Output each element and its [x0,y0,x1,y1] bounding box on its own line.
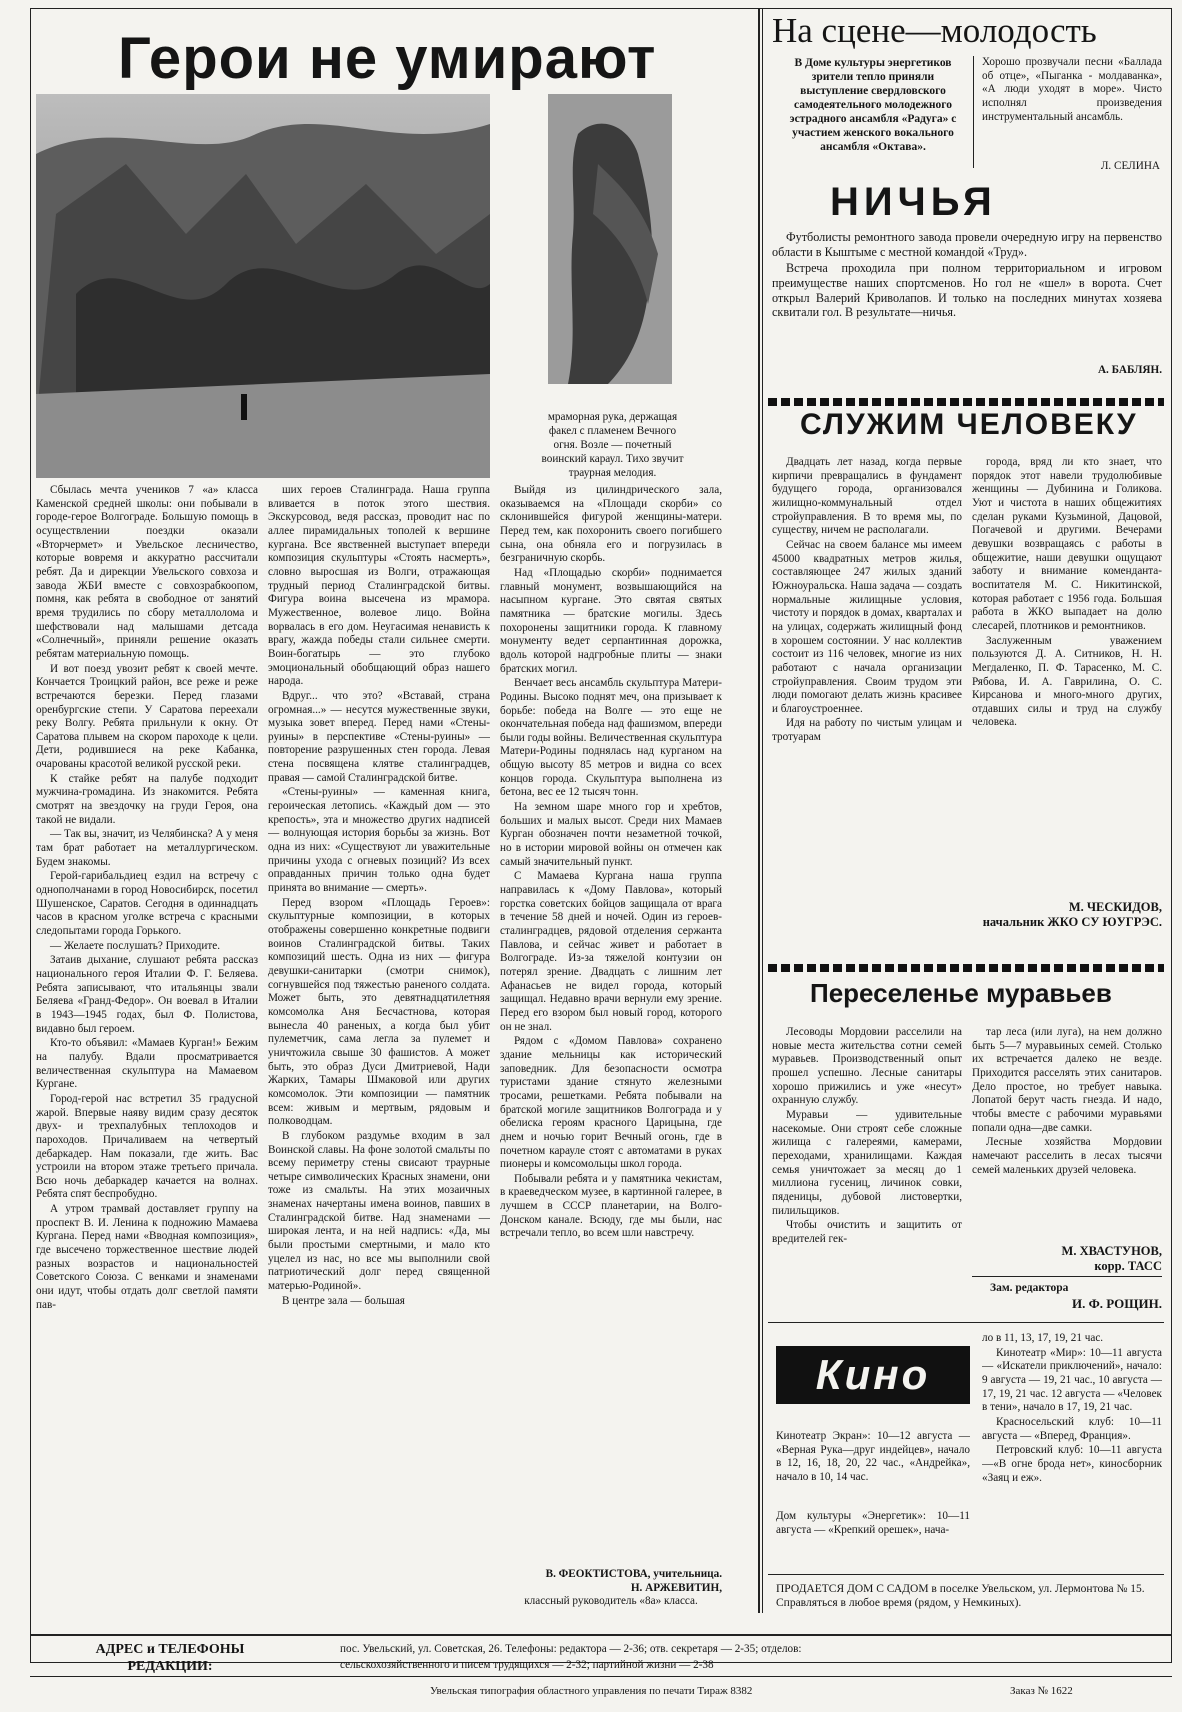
main-article-column-2 [268,484,490,1624]
main-article-column-3 [500,484,722,1564]
paragraph: Чтобы очистить и защитить от вредителей гек- [772,1219,962,1245]
paragraph: Венчает весь ансамбль скульптура Матери-Родины. Высоко поднят меч, она призывает к борьбе: победа на Волге — это еще не окончательная победа над фашизмом, впереди были годы войны. Величественная скульптура Матери-Родины поднялась над курганом на общую высоту 85 метров и видна со всех концов города. Скульптура выполнена из бетона, вес ее 12 тысяч тонн. [500,677,722,799]
column-divider [762,8,763,1613]
draw-signature: А. БАБЛЯН. [1097,364,1162,376]
paragraph: Над «Площадью скорби» поднимается главный монумент, возвышающийся на насыпном кургане. Это святая святых памятника — братские могилы. Здесь похоронены защитники города. К главному монументу ведет серпантинная дорожка, вдоль которой надгробные плиты — знаки братских могил. [500,566,722,675]
footer-divider [30,1634,1172,1636]
footer-order-number: Заказ № 1622 [1010,1685,1073,1697]
sculpture-photo-image [36,94,490,478]
footer-address-line-2: сельскохозяйственного и писем трудящихся — 2-32; партийной жизни — 2-38 [340,1659,714,1671]
cinema-listing-right [982,1332,1162,1572]
house-for-sale-ad: ПРОДАЕТСЯ ДОМ С САДОМ в поселке Увельском, ул. Лермонтова № 15. Справляться в любое время (рядом, у Немкиных). [776,1583,1145,1610]
stage-text-right: Хорошо прозвучали песни «Баллада об отце», «Пыганка - молдаванка», «А люди уходят в море». Чисто исполнял произведения инструментальный ансамбль. [982,56,1162,123]
paragraph: Лесоводы Мордовии расселили на новые места жительства сотни семей муравьев. Производственный опыт прошел успешно. Лесные санитары хорошо прижились и уже «несут» охранную службу. [772,1026,962,1107]
paragraph: Выйдя из цилиндрического зала, оказываемся на «Площади скорби» со склонившейся фигурой женщины-матери. Перед тем, как похоронить своего погибшего сына, она обняла его и погрузилась в безграничную скорбь. [500,484,722,565]
paragraph: На земном шаре много гор и хребтов, больших и малых высот. Среди них Мамаев Курган обозначен почти незаметной точкой, но в истории мировой войны он отмечен как самый значительный пункт. [500,801,722,868]
editor-divider [972,1276,1162,1277]
ants-title: Переселенье муравьев [810,978,1112,1008]
paragraph: Затаив дыхание, слушают ребята рассказ национального героя Италии Ф. Г. Беляева. Ребята записывают, что итальянцы звали Беляева «Гранд-Федор». Он воевал в Италии в 1943—1945 годах, был Ф. Полистова, видавно был героем. [36,954,258,1035]
editor-label: Зам. редактора [990,1282,1069,1294]
paragraph: Муравьи — удивительные насекомые. Они строят себе сложные жилища с галереями, камерами, переходами, хранилищами. Каждая семья уничтожает за месяц до 1 миллиона гусениц, личинок совки, пяденицы, дубовой листовертки, пилильщиков. [772,1108,962,1217]
paragraph: тар леса (или луга), на нем должно быть 5—7 муравьиных семей. Столько их встречается далеко не везде. Приходится расселять этих санитаров. Дело простое, но требует навыка. Лопатой берут часть гнезда. И надо, чтобы вместе с рабочими муравьями попали одна—две самки. [972,1026,1162,1134]
paragraph: города, вряд ли кто знает, что порядок этот навели трудолюбивые женщины — Дубинина и Голикова. Уют и чистота в наших общежитиях сделан руками Кузьминой, Дацовой, Погачевой и другими. Вечерами девушки возвращаясь с работы в общежитие, наши девушки ощущают заботу и внимание коменданта-воспитателя М. С. Никитинской, которая работает с 1956 года. Большая работа в ЖКО выпадает на долю слесарей, плотников и ремонтников. [972,456,1162,632]
listing-petrovsky: Петровский клуб: 10—11 августа—«В огне брода нет», киносборник «Заяц и еж». [982,1444,1162,1484]
stage-signature: Л. СЕЛИНА [1100,160,1160,172]
paragraph: Идя на работу по чистым улицам и тротуарам [772,717,962,744]
paragraph: Сбылась мечта учеников 7 «а» класса Каменской средней школы: они побывали в городе-герое Волгограде. Большую помощь в осуществлении поездки оказали «Вторчермет» и Увельское лесничество, которые вовремя и аккуратно рассчитали ребят. Да и дирекции Увельского совхоза и завода ЖБИ вместе с совхозрабкоопом, помня, как ребята в свободное от занятий время трудились по сбору металлолома и шефствовали над малышами детсада «Солнечный», приняли решение оказать ребятам материальную помощь. [36,484,258,660]
serve-column-right [972,456,1162,866]
stage-text-left: В Доме культуры энергетиков зрители тепло приняли выступление свердловского самодеятельного молодежного эстрадного ансамбля «Радуга» с участием женского вокального ансамбля «Октава». [789,57,957,154]
paragraph: В центре зала — большая [282,1294,405,1307]
ants-column-left [772,1026,962,1346]
footer-divider-bottom [30,1676,1172,1677]
paragraph: «Стены-руины» — каменная книга, героическая летопись. «Каждый дом — это крепость», эта и множество других надписей — волнующая история борьбы за жизнь. Вот одна из них: «Существуют ли уважительные причины ухода с огневых позиций? Из всех оправданных причин только одна будет принята во внимание — смерть». [268,786,490,895]
ad-divider [768,1574,1164,1575]
paragraph: Двадцать лет назад, когда первые кирпичи превращались в фундамент будущего города, организовался жилищно-коммунальный отдел стройуправления. В то время мы, по существу, ничем не располагали. [772,456,962,537]
cinema-logo: Кино [776,1346,970,1404]
paragraph: Сейчас на своем балансе мы имеем 45000 квадратных метров жилья, составляющее 247 жилых зданий Южноуральска. Наша задача — создать нормальные жилищные условия, чистоту и порядок в домах, кварталах и на улицах, содержать жилищный фонд в хорошем состоянии. У нас коллектив состоит из 116 человек, многие из них работают с начала организации стройуправления. Своим трудом эти люди помогают делать жизнь красивее и благоустроеннее. [772,538,962,715]
stage-title: На сцене—молодость [772,11,1097,50]
main-article-column-1 [36,484,258,1624]
main-article-title: Герои не умирают [118,26,657,91]
nurse-sculpture-photo [548,94,672,384]
ants-author: М. ХВАСТУНОВ, [1061,1244,1162,1258]
paragraph: Футболисты ремонтного завода провели очередную игру на первенство области в Кыштыме с местной командой «Труд». [772,230,1162,259]
editor-block [990,1282,1162,1311]
paragraph: Заслуженным уважением пользуются Д. А. Ситников, Н. Н. Мегдаленко, П. Ф. Тарасенко, М. С. Рябова, И. А. Гаврилина, О. С. Кирсанова и много-много других, отдавших силы и труд на службу человека. [972,634,1162,729]
listing-ekran: Кинотеатр Экран»: 10—12 августа — «Верная Рука—друг индейцев», начало в 12, 16, 18, 20, 22 час., «Андрейка», начало в 10, 14 час. [776,1430,970,1483]
photo-caption: мраморная рука, держащая факел с пламенем Вечного огня. Возле — почетный воинский караул. Тихо звучит траурная мелодия. [541,411,684,479]
nurse-sculpture-image [548,94,672,384]
paragraph: Герой-гарибальдиец ездил на встречу с однополчанами в город Новосибирск, посетил Шушенское, Саратов. Сегодня в одиннадцать часов в красном уголке встреча с красными следопытами города Горького. [36,870,258,937]
article-signature [500,1568,722,1609]
cinema-divider-top [768,1322,1164,1323]
listing-continuation: ло в 11, 13, 17, 19, 21 час. [982,1332,1104,1344]
ants-column-right [972,1026,1162,1251]
paragraph: В глубоком раздумье входим в зал Воинской славы. На фоне золотой смальты по всему периметру стены свисают траурные четыре символических Красных знамени, они тоже из смальты. На этих мозаичных знаменах начертаны имена воинов, павших в Сталинградской битве. Над знаменами — широкая лента, и на ней надпись: «Да, мы были простыми смертными, и мало кто уцелел из нас, но все мы выполнили свой патриотический долг перед священной матерью-Родиной». [268,1129,490,1293]
section-divider-dashed [768,964,1164,972]
paragraph: С Мамаева Кургана наша группа направилась к «Дому Павлова», который горстка советских бойцов защищала от врага в течение 58 дней и ночей. Один из героев-сталинградцев, рядовой отделения сержанта Павлова, и сейчас живет и работает в Волгограде. Из-за тяжелой контузии он потерял зрение. Двадцать с лишним лет Афанасьев не видел города, который защищал. Недавно врачи вернули ему зрение. Перед его взором был новый город, которого он не знал. [500,870,722,1033]
ants-author-role: корр. ТАСС [1094,1259,1162,1274]
paragraph: А утром трамвай доставляет группу на проспект В. И. Ленина к подножию Мамаева Кургана. Перед нами «Вводная композиция», где высечено торжественное шествие людей разных возрастов и национальностей Советского Союза. С венками и знаменами они идут, чтобы отдать долг светлой памяти пав- [36,1203,258,1311]
paragraph: Город-герой нас встретил 35 градусной жарой. Впервые наяву видим сразу десяток двух- и трехпалубных теплоходов и пароходов. Причаливаем на четвертый дебаркадер. Нам показали, где жить. Вас устроили на втором этаже третьего причала. Всю ночь дебаркадер качается на волнах. Ребята спят беспробудно. [36,1092,258,1201]
serve-column-left [772,456,962,956]
cinema-listing-left-2 [776,1510,970,1560]
draw-title: НИЧЬЯ [830,180,997,224]
footer-printer: Увельская типография областного управления по печати Тираж 8382 [430,1685,753,1697]
signature-author-1: В. ФЕОКТИСТОВА, учительница. [545,1568,722,1580]
paragraph: И вот поезд увозит ребят к своей мечте. Кончается Троицкий район, все реже и реже встречаются березки. Перед глазами оренбургские степи. У Саратова переехали реку Волгу. Ребята прильнули к окну. От Саратова плывем на скором пароходе к цели. Дети, родившиеся на реке Кабанка, очарованы красотой великой русской реки. [36,662,258,771]
paragraph: — Так вы, значит, из Челябинска? А у меня там брат работает на металлургическом. Будем знакомы. [36,828,258,868]
serve-author-role: начальник ЖКО СУ ЮУГРЭС. [982,915,1162,930]
serve-author: М. ЧЕСКИДОВ, [1068,900,1162,914]
paragraph: Встреча проходила при полном территориальном и игровом преимуществе наших спортсменов. Но гол не «шел» в ворота. Счет открыл Валерий Криволапов. И только на последних минутах хозяева сквитали гол. В результате—ничья. [772,260,1162,320]
paragraph: Рядом с «Домом Павлова» сохранено здание мельницы как исторический заповедник. Для безопасности осмотра туристами здание стянуто железными тросами, решетками. Ребята побывали на братской могиле защитников Волгограда и у обелиска героям красного Царицына, где днем и ночью горит Вечный огонь, где в почетном карауле стоят с автоматами в руках пионеры и комсомольцы школ города. [500,1035,722,1171]
paragraph: Лесные хозяйства Мордовии намечают расселить в лесах тысячи семей маленьких друзей человека. [972,1136,1162,1176]
footer-address-label: АДРЕС и ТЕЛЕФОНЫ РЕДАКЦИИ: [95,1642,245,1674]
paragraph: Кто-то объявил: «Мамаев Курган!» Бежим на палубу. Вдали просматривается величественная скульптура на Мамаевом Кургане. [36,1037,258,1091]
paragraph: ших героев Сталинграда. Наша группа вливается в поток этого шествия. Экскурсовод, ведя рассказ, проводит нас по аллее пирамидальных тополей к вершине кургана. Все явственней выступает впереди композиция скульптуры «Стоять насмерть», словно выросшая из Волги, отражающая трудный период Сталинградской битвы. Фигура воина высечена из мрамора. Мужественное, волевое лицо. Война ворвалась в его дом. Неугасимая ненависть к врагу, жажда победы стали сильнее смерти. Воин-богатырь — это глубоко эмоциональный обобщающий образ нашего народа. [268,484,490,688]
draw-article [772,230,1162,370]
footer-address-line-1: пос. Увельский, ул. Советская, 26. Телефоны: редактора — 2-36; отв. секретаря — 2-35; отделов: [340,1643,802,1655]
cinema-listing-left [776,1430,970,1510]
paragraph: Перед взором «Площадь Героев»: скульптурные композиции, в которых отображены совершенно конкретные подвиги воинов Сталинградской битвы. Таких композиций шесть. Одна из них — фигура девушки-санитарки (смотри снимок), согнувшейся под тяжестью раненого солдата. Может быть, это девятнадцатилетняя комсомолка Аня Бесчастнова, которая вынесла 40 раненых, а когда был убит пулеметчик, сама легла за пулемет и уничтожила свыше 30 фашистов. А может быть, это образ Дуси Дмитриевой, Нади Жарких, Тамары Шмаковой или других комсомолок. Эти композиции — памятник всем: живым и мертвым, рядовым и полководцам. [268,896,490,1128]
paragraph: К стайке ребят на палубе подходит мужчина-громадина. Из знакомится. Ребята смотрят на звездочку на груди Героя, она такой не видали. [36,772,258,826]
paragraph: Побывали ребята и у памятника чекистам, в краеведческом музее, в картинной галерее, в лучшем в СССР планетарии, на Волго-Донском канале. Всюду, где мы были, нас встречали тепло, во всем шли навстречу. [500,1172,722,1240]
serve-signature [972,900,1162,931]
column-divider [758,8,760,1613]
sculpture-photo [36,94,490,478]
stage-divider [973,56,974,168]
signature-author-2: Н. АРЖЕВИТИН, [630,1581,722,1594]
section-divider-dashed [768,398,1164,406]
listing-mir: Кинотеатр «Мир»: 10—11 августа — «Искатели приключений», начало: 9 августа — 19, 21 час., 10 августа — 17, 19, 21 час. 12 августа — «Человек в тени», начало в 17, 19, 21 час. [982,1346,1162,1414]
serve-title: СЛУЖИМ ЧЕЛОВЕКУ [800,408,1138,441]
paragraph: Вдруг... что это? «Вставай, страна огромная...» — несутся мужественные звуки, музыка зовет вперед. Перед нами «Стены-руины» в перспективе «Стены-руины» — повторение разрушенных стен города. Левая стена посвящена клятве сталинградцев, правая — самой Сталинградской битве. [268,689,490,784]
listing-energetik: Дом культуры «Энергетик»: 10—11 августа — «Крепкий орешек», нача- [776,1510,970,1536]
paragraph: — Желаете послушать? Приходите. [50,939,221,952]
ants-signature [972,1244,1162,1275]
listing-krasnoselsky: Красносельский клуб: 10—11 августа — «Вперед, Франция». [982,1415,1162,1442]
editor-name: И. Ф. РОЩИН. [1071,1295,1162,1311]
signature-role: классный руководитель «8а» класса. [524,1595,698,1608]
